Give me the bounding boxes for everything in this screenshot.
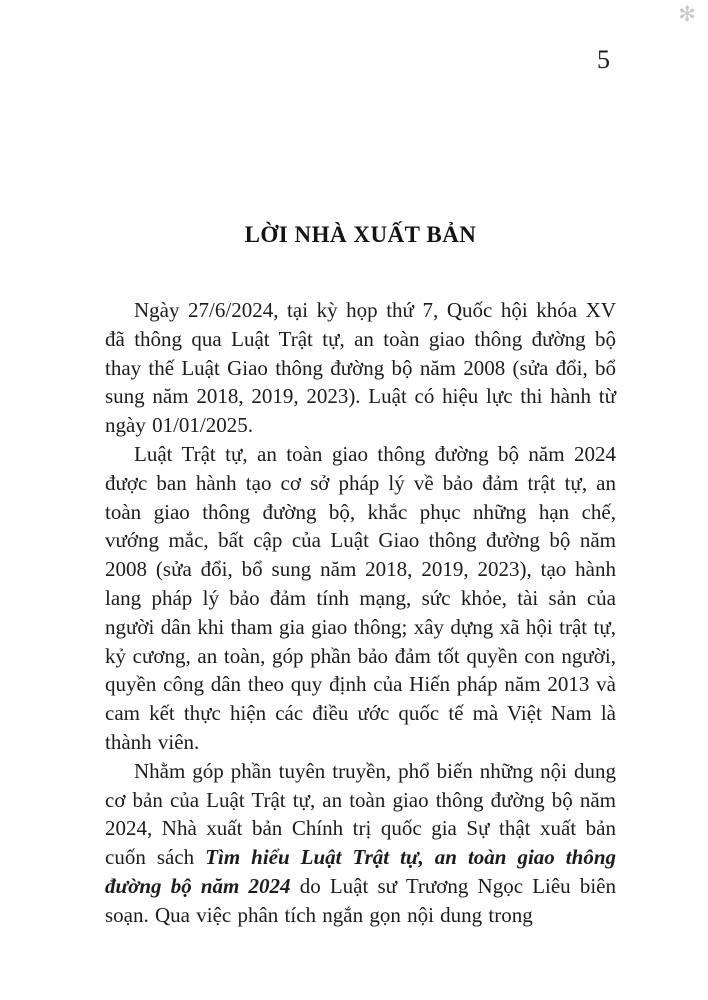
body-text — [105, 296, 616, 930]
page-number: 5 — [597, 45, 610, 74]
referenced-book-title: Tìm hiểu Luật Trật tự, an toàn giao thông đường bộ năm 2024 — [105, 845, 616, 898]
paragraph-1: Ngày 27/6/2024, tại kỳ họp thứ 7, Quốc hội khóa XV đã thông qua Luật Trật tự, an toàn giao thông đường bộ thay thế Luật Giao thông đường bộ năm 2008 (sửa đổi, bổ sung năm 2018, 2019, 2023). Luật có hiệu lực thi hành từ ngày 01/01/2025. — [105, 298, 616, 438]
page-title: LỜI NHÀ XUẤT BẢN — [244, 222, 477, 247]
paragraph-3-tail: do Luật sư Trương Ngọc Liêu biên soạn. Qua việc phân tích ngắn gọn nội dung trong — [105, 873, 616, 927]
paragraph-3 — [105, 757, 616, 930]
paragraph-2: Luật Trật tự, an toàn giao thông đường bộ năm 2024 được ban hành tạo cơ sở pháp lý về bảo đảm trật tự, an toàn giao thông đường bộ, khắc phục những hạn chế, vướng mắc, bất cập của Luật Giao thông đường bộ năm 2008 (sửa đổi, bổ sung năm 2018, 2019, 2023), tạo hành lang pháp lý bảo đảm tính mạng, sức khỏe, tài sản của người dân khi tham gia giao thông; xây dựng xã hội trật tự, kỷ cương, an toàn, góp phần bảo đảm tốt quyền con người, quyền công dân theo quy định của Hiến pháp năm 2013 và cam kết thực hiện các điều ước quốc tế mà Việt Nam là thành viên. — [105, 441, 616, 754]
floral-ornament-icon: ✻ — [678, 2, 696, 26]
paragraph-3-lead: Nhằm góp phần tuyên truyền, phổ biến những nội dung cơ bản của Luật Trật tự, an toàn giao thông đường bộ năm 2024, Nhà xuất bản Chính trị quốc gia Sự thật xuất bản cuốn sách — [105, 758, 616, 870]
